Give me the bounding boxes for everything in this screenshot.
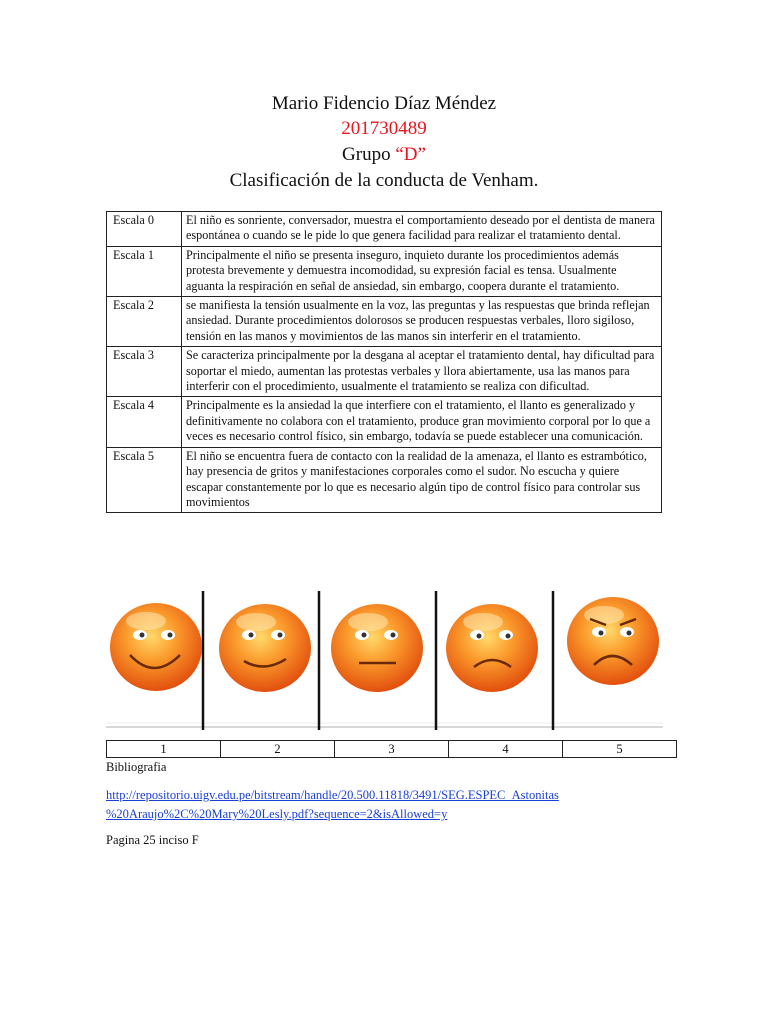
face-number: 5 (563, 741, 677, 758)
scale-description: se manifiesta la tensión usualmente en la voz, las preguntas y las respuestas que brinda reflejan ansiedad. Durante procedimientos dolorosos se producen respuestas verbales, llorо sigiloso, tensión en las manos y movimientos de las manos sin interferir en el tratamiento. (182, 297, 662, 347)
scale-description: Principalmente el niño se presenta inseguro, inquieto durante los procedimientos además protesta brevemente y demuestra incomodidad, su expresión facial es tensa. Usualmente aguanta la respiración en señal de ansiedad, sin embargo, coopera durante el tratamiento. (182, 246, 662, 296)
face-number: 3 (335, 741, 449, 758)
author-name: Mario Fidencio Díaz Méndez (271, 93, 497, 114)
document-title: Clasificación de la conducta de Venham. (229, 170, 539, 191)
table-row (107, 397, 662, 447)
venham-scale-table (106, 211, 662, 513)
scale-description: Se caracteriza principalmente por la desgana al aceptar el tratamiento dental, hay dificultad para soportar el miedo, aumentan las protestas verbales y llora abiertamente, usa las manos para interferir con el procedimiento, usualmente el tratamiento se realiza con dificultad. (182, 347, 662, 397)
sad-face-icon (446, 604, 538, 692)
table-row (107, 212, 662, 247)
face-number: 4 (449, 741, 563, 758)
face-number: 1 (107, 741, 221, 758)
scale-description: El niño es sonriente, conversador, muestra el comportamiento deseado por el dentista de manera espontánea o cuando se le pide lo que genera facilidad para realizar el tratamiento dental. (182, 212, 662, 247)
group-value: “D” (395, 144, 426, 165)
bibliography-link[interactable] (106, 786, 666, 824)
scale-level: Escala 5 (107, 447, 182, 513)
scale-level: Escala 3 (107, 347, 182, 397)
table-row (107, 246, 662, 296)
face-number: 2 (221, 741, 335, 758)
table-row (107, 447, 662, 513)
happy-face-icon (110, 603, 202, 691)
scale-description: Principalmente es la ansiedad la que interfiere con el tratamiento, el llanto es generalizado y definitivamente no colabora con el tratamiento, produce gran movimiento corporal por lo que a veces es necesario control físico, sin embargo, todavía se puede establecer una comunicación. (182, 397, 662, 447)
scale-level: Escala 2 (107, 297, 182, 347)
bibliography-link-line[interactable]: %20Araujo%2C%20Mary%20Lesly.pdf?sequence=2&isAllowed=y (106, 807, 448, 821)
table-row (107, 741, 677, 758)
faces-image (106, 591, 663, 730)
neutral-face-icon (331, 604, 423, 692)
group-label (0, 144, 768, 166)
worried-face-icon (567, 597, 659, 685)
table-row (107, 297, 662, 347)
bibliography-link-line[interactable]: http://repositorio.uigv.edu.pe/bitstream/handle/20.500.11818/3491/SEG.ESPEC_Astonitas (106, 788, 559, 802)
scale-level: Escala 0 (107, 212, 182, 247)
student-id: 201730489 (341, 118, 427, 139)
bibliography-heading: Bibliografia (106, 760, 167, 774)
page-reference: Pagina 25 inciso F (106, 833, 199, 847)
group-prefix: Grupo (342, 144, 396, 165)
scale-level: Escala 4 (107, 397, 182, 447)
faces-number-row (106, 740, 677, 758)
scale-level: Escala 1 (107, 246, 182, 296)
scale-description: El niño se encuentra fuera de contacto con la realidad de la amenaza, el llanto es estrambótico, hay presencia de gritos y manifestaciones corporales como el sudor. No escucha y quiere escapar constantemente por lo que es necesario algún tipo de control físico para controlar sus movimientos (182, 447, 662, 513)
smile-face-icon (219, 604, 311, 692)
table-row (107, 347, 662, 397)
